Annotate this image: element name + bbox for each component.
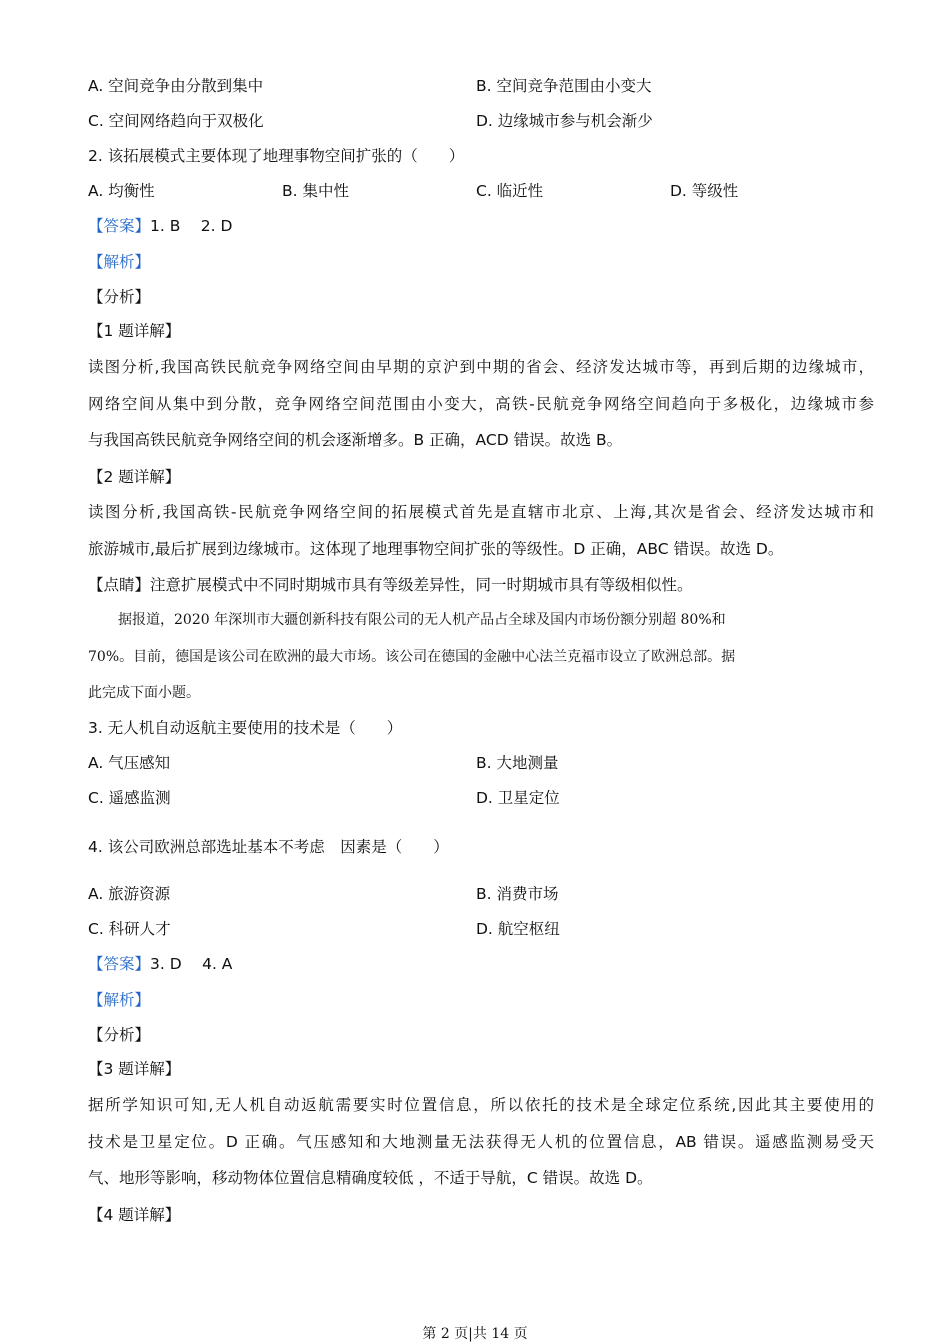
analysis-label: 【解析】 (88, 991, 151, 1009)
q2-option-b: B. 集中性 (282, 182, 349, 200)
dianjing-note: 【点睛】注意扩展模式中不同时期城市具有等级差异性，同一时期城市具有等级相似性。 (88, 576, 693, 594)
detail-1-line-2: 网络空间从集中到分散，竞争网络空间范围由小变大，高铁-民航竞争网络空间趋向于多极化，边缘城市参 (88, 395, 874, 413)
page-footer: 第 2 页|共 14 页 (422, 1326, 528, 1342)
q2-option-c: C. 临近性 (476, 182, 544, 200)
detail-3-line-3: 气、地形等影响，移动物体位置信息精确度较低 ，不适于导航，C 错误。故选 D。 (88, 1169, 653, 1187)
answer-line-1 (88, 215, 232, 237)
answer-value: 1. B 2. D (150, 217, 233, 235)
q4-option-d: D. 航空枢纽 (476, 920, 560, 938)
passage-line-2: 70%。目前，德国是该公司在欧洲的最大市场。该公司在德国的金融中心法兰克福市设立了欧洲总部。据 (88, 649, 736, 665)
detail-1-line-3: 与我国高铁民航竞争网络空间的机会逐渐增多。B 正确，ACD 错误。故选 B。 (88, 431, 623, 449)
detail-2-line-2: 旅游城市,最后扩展到边缘城市。这体现了地理事物空间扩张的等级性。D 正确，ABC 错误。故选 D。 (88, 540, 784, 558)
q1-option-a: A. 空间竞争由分散到集中 (88, 77, 264, 95)
detail-2-heading: 【2 题详解】 (88, 468, 181, 486)
detail-3-line-2: 技术是卫星定位。D 正确。气压感知和大地测量无法获得无人机的位置信息，AB 错误。遥感监测易受天 (88, 1133, 874, 1151)
passage-line-1: 据报道，2020 年深圳市大疆创新科技有限公司的无人机产品占全球及国内市场份额分别超 80%和 (118, 612, 726, 628)
detail-2-line-1: 读图分析,我国高铁-民航竞争网络空间的拓展模式首先是直辖市北京、上海,其次是省会、经济发达城市和 (88, 503, 874, 521)
analysis-label: 【解析】 (88, 253, 151, 271)
fenxi-heading: 【分析】 (88, 288, 151, 306)
q3-option-d: D. 卫星定位 (476, 789, 560, 807)
q4-stem: 4. 该公司欧洲总部选址基本不考虑 因素是（ ） (88, 838, 449, 856)
q2-option-a: A. 均衡性 (88, 182, 155, 200)
detail-3-line-1: 据所学知识可知,无人机自动返航需要实时位置信息，所以依托的技术是全球定位系统,因此其主要使用的 (88, 1096, 874, 1114)
answer-label: 【答案】 (88, 217, 151, 235)
detail-4-heading: 【4 题详解】 (88, 1206, 181, 1224)
q4-option-a: A. 旅游资源 (88, 885, 171, 903)
q1-option-b: B. 空间竞争范围由小变大 (476, 77, 652, 95)
answer-line-2 (88, 953, 232, 975)
q4-option-b: B. 消费市场 (476, 885, 559, 903)
fenxi-heading: 【分析】 (88, 1026, 151, 1044)
q1-option-c: C. 空间网络趋向于双极化 (88, 112, 264, 130)
detail-1-line-1: 读图分析,我国高铁民航竞争网络空间由早期的京沪到中期的省会、经济发达城市等，再到后期的边缘城市， (88, 358, 874, 376)
q3-option-a: A. 气压感知 (88, 754, 171, 772)
answer-label: 【答案】 (88, 955, 151, 973)
q3-stem: 3. 无人机自动返航主要使用的技术是（ ） (88, 719, 403, 737)
q2-stem: 2. 该拓展模式主要体现了地理事物空间扩张的（ ） (88, 147, 465, 165)
q4-option-c: C. 科研人才 (88, 920, 171, 938)
q2-option-d: D. 等级性 (670, 182, 739, 200)
detail-3-heading: 【3 题详解】 (88, 1060, 181, 1078)
detail-1-heading: 【1 题详解】 (88, 322, 181, 340)
passage-line-3: 此完成下面小题。 (88, 685, 200, 701)
answer-value: 3. D 4. A (150, 955, 233, 973)
q1-option-d: D. 边缘城市参与机会渐少 (476, 112, 653, 130)
q3-option-c: C. 遥感监测 (88, 789, 171, 807)
q3-option-b: B. 大地测量 (476, 754, 559, 772)
